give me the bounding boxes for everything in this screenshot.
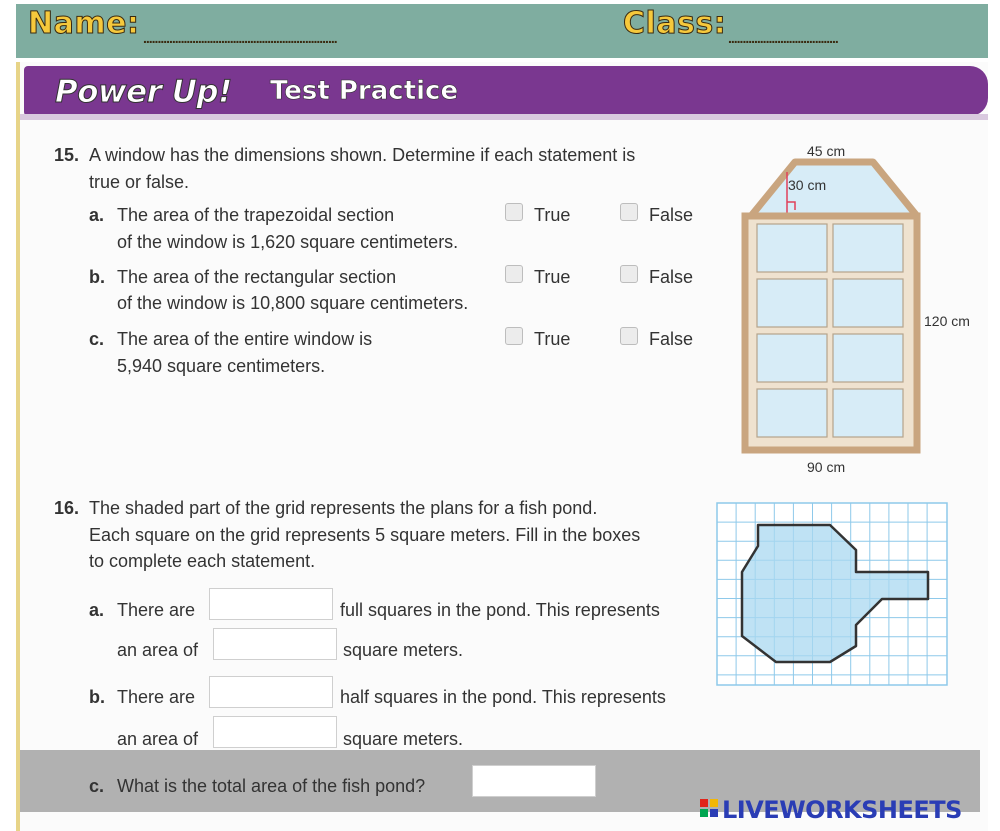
q15a-true-label: True [534,205,571,225]
page-left-rule [16,62,20,831]
q15a-text-line1: The area of the trapezoidal section [117,205,395,225]
q15c-text-line2: 5,940 square centimeters. [117,356,326,376]
logo-square-yellow [710,799,718,807]
logo-square-blue [710,809,718,817]
q15a-text-line2: of the window is 1,620 square centimeters. [117,232,459,252]
banner-shadow [20,114,988,120]
q15b-text-line1: The area of the rectangular section [117,267,397,287]
q16-prompt-line3: to complete each statement. [89,551,316,571]
window-trapezoid-height-label: 30 cm [788,177,827,193]
q15b-false-checkbox[interactable] [620,265,638,283]
banner-title-test-practice: Test Practice [270,76,459,106]
q16b-letter: b. [89,687,105,707]
q16a-text-post2: square meters. [343,640,464,660]
q16-prompt-line1: The shaded part of the grid represents the plans for a fish pond. [89,498,598,518]
q15b-letter: b. [89,267,105,287]
window-top-width-label: 45 cm [807,143,846,159]
q16a-text-pre: There are [117,600,196,620]
q16a-text-post: full squares in the pond. This represents [340,600,660,620]
q16b-area-input[interactable] [213,716,337,748]
window-bottom-width-label: 90 cm [807,459,846,475]
q16c-total-area-input[interactable] [472,765,596,797]
q16b-half-squares-input[interactable] [209,676,333,708]
window-diagram [735,138,985,483]
q15c-false-label: False [649,329,694,349]
q15c-letter: c. [89,329,105,349]
q16b-text-post2: square meters. [343,729,464,749]
q15-number: 15. [54,145,80,165]
window-height-label: 120 cm [924,313,970,329]
q16b-text-pre: There are [117,687,196,707]
name-label: Name: [28,6,140,41]
q16-number: 16. [54,498,80,518]
q15a-false-label: False [649,205,694,225]
name-field[interactable]: ................................................................... [143,30,337,46]
class-field[interactable]: ...................................... [728,30,838,46]
q16a-letter: a. [89,600,105,620]
logo-square-red [700,799,708,807]
q15c-text-line1: The area of the entire window is [117,329,373,349]
q15b-false-label: False [649,267,694,287]
window-trapezoid-section [751,162,917,216]
q15-prompt-line1: A window has the dimensions shown. Determine if each statement is [89,145,636,165]
q15c-true-label: True [534,329,571,349]
liveworksheets-logo-text: LIVEWORKSHEETS [722,796,962,824]
q16a-full-squares-input[interactable] [209,588,333,620]
q16c-letter: c. [89,776,105,796]
class-label: Class: [623,6,727,41]
q15a-false-checkbox[interactable] [620,203,638,221]
banner-title-power-up: Power Up! [55,74,232,110]
q16c-text: What is the total area of the fish pond? [117,776,426,796]
q15c-false-checkbox[interactable] [620,327,638,345]
logo-square-green [700,809,708,817]
q16a-text-pre2: an area of [117,640,199,660]
q16b-text-post: half squares in the pond. This represents [340,687,666,707]
q16b-text-pre2: an area of [117,729,199,749]
q16a-area-input[interactable] [213,628,337,660]
fish-pond-grid [716,502,950,688]
q16-prompt-line2: Each square on the grid represents 5 square meters. Fill in the boxes [89,525,641,545]
q15-prompt-line2: true or false. [89,172,190,192]
q15b-text-line2: of the window is 10,800 square centimeters. [117,293,469,313]
q15a-letter: a. [89,205,105,225]
q15b-true-label: True [534,267,571,287]
q15c-true-checkbox[interactable] [505,327,523,345]
q15b-true-checkbox[interactable] [505,265,523,283]
q15a-true-checkbox[interactable] [505,203,523,221]
